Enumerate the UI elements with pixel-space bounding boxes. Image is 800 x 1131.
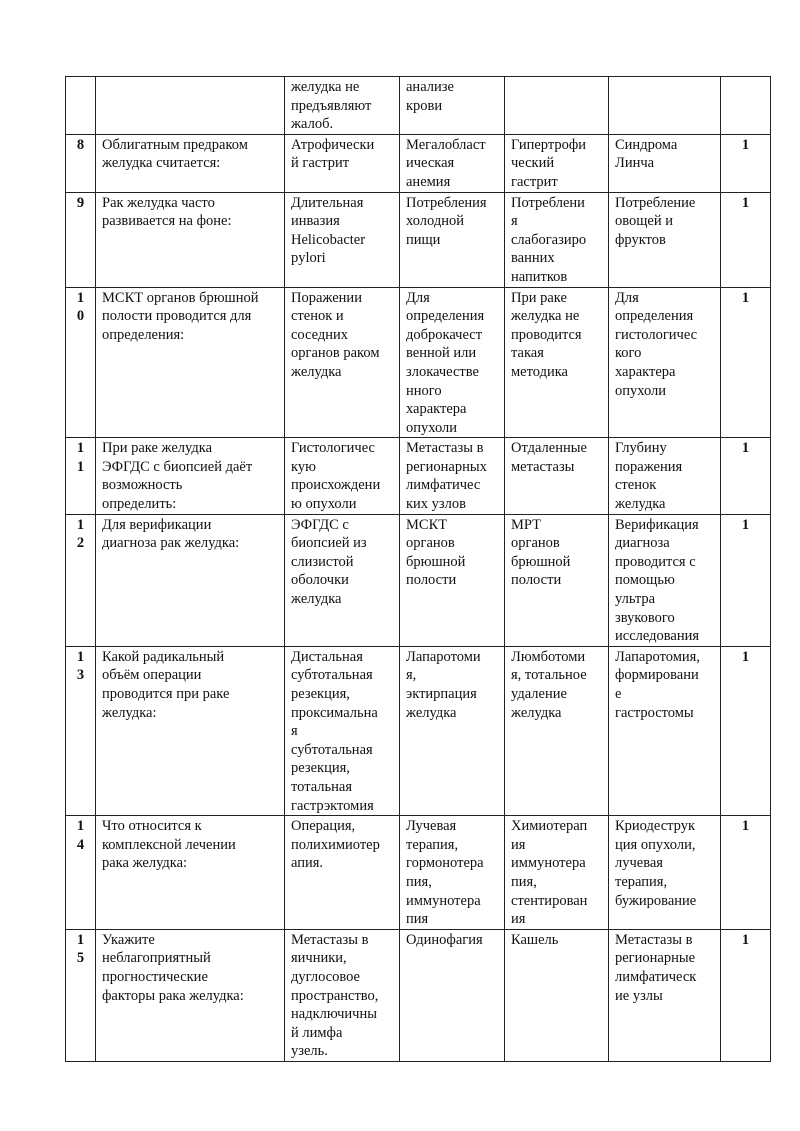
question-text-text: Рак желудка часто развивается на фоне:: [102, 194, 232, 230]
question-number-text: 1 0: [76, 289, 85, 325]
answer-option: [505, 287, 609, 438]
answer-option-text: Дистальная субтотальная резекция, проксимальна я субтотальная резекция, тотальная гастрэктомия: [291, 648, 378, 814]
question-text-text: МСКТ органов брюшной полости проводится для определения:: [102, 289, 259, 343]
answer-option-text: ЭФГДС с биопсией из слизистой оболочки желудка: [291, 516, 367, 608]
answer-option-text: Лучевая терапия, гормонотера пия, иммунотера пия: [406, 818, 484, 928]
table-row: [66, 929, 771, 1061]
score-cell: [721, 929, 771, 1061]
table-row: [66, 192, 771, 287]
score-cell: [721, 438, 771, 514]
score-cell: [721, 816, 771, 930]
answer-option: [400, 929, 505, 1061]
question-number: [66, 438, 96, 514]
answer-option-text: МСКТ органов брюшной полости: [406, 516, 466, 589]
table-row: [66, 816, 771, 930]
table-row: [66, 134, 771, 192]
answer-option: [285, 514, 400, 646]
answer-option: [285, 646, 400, 815]
answer-option-text: Метастазы в яичники, дуглосовое пространство, надключичны й лимфа узель.: [291, 931, 379, 1060]
answer-option: [285, 438, 400, 514]
answer-option-text: Лапаротомия, формировани е гастростомы: [615, 648, 700, 721]
question-text-text: Для верификации диагноза рак желудка:: [102, 516, 240, 552]
question-number: [66, 287, 96, 438]
answer-option-text: Поражении стенок и соседних органов раком желудка: [291, 289, 380, 380]
answer-option: [609, 192, 721, 287]
question-number-text: 8: [76, 136, 85, 153]
answer-option: [400, 646, 505, 815]
table-row: [66, 77, 771, 135]
answer-option-text: Потребления холодной пищи: [406, 194, 487, 248]
answer-option: [609, 929, 721, 1061]
score-cell-text: 1: [741, 648, 750, 665]
score-cell: [721, 192, 771, 287]
question-number: [66, 929, 96, 1061]
question-text-text: Укажите неблагоприятный прогностические факторы рака желудка:: [102, 931, 244, 1004]
answer-option-text: Гипертрофи ческий гастрит: [511, 136, 587, 190]
question-number-text: 1 1: [76, 440, 85, 475]
answer-option: [505, 134, 609, 192]
question-number: [66, 134, 96, 192]
question-text: [96, 929, 285, 1061]
question-number: [66, 646, 96, 815]
answer-option: [505, 816, 609, 930]
answer-option: [609, 134, 721, 192]
question-text: [96, 134, 285, 192]
answer-option: [505, 929, 609, 1061]
answer-option-text: Верификация диагноза проводится с помощью ультра звукового исследования: [615, 516, 700, 645]
score-cell: [721, 77, 771, 135]
answer-option: [609, 816, 721, 930]
score-cell-text: 1: [741, 136, 750, 153]
table-row: [66, 438, 771, 514]
answer-option-text: анализе крови: [406, 79, 454, 114]
score-cell: [721, 134, 771, 192]
answer-option-text: МРТ органов брюшной полости: [511, 516, 571, 589]
table-row: [66, 514, 771, 646]
answer-option-text: Метастазы в регионарные лимфатическ ие узлы: [615, 931, 697, 1004]
question-number-text: 1 5: [76, 931, 85, 967]
question-text-text: Что относится к комплексной лечении рака желудка:: [102, 818, 236, 872]
answer-option-text: Для определения доброкачест венной или злокачестве нного характера опухоли: [406, 289, 485, 436]
answer-option: [400, 134, 505, 192]
answer-option: [285, 77, 400, 135]
score-cell: [721, 514, 771, 646]
answer-option: [400, 438, 505, 514]
answer-option: [505, 192, 609, 287]
answer-option: [400, 192, 505, 287]
question-text: [96, 287, 285, 438]
answer-option-text: Криодеструк ция опухоли, лучевая терапия, бужирование: [615, 818, 697, 909]
answer-option: [285, 134, 400, 192]
answer-option: [400, 816, 505, 930]
answer-option-text: Мегалобласт ическая анемия: [406, 136, 486, 190]
answer-option: [400, 287, 505, 438]
question-text: [96, 192, 285, 287]
answer-option-text: желудка не предъявляют жалоб.: [291, 79, 372, 133]
answer-option-text: Длительная инвазия Helicobacter pylori: [291, 194, 366, 267]
question-text: [96, 646, 285, 815]
answer-option-text: Одинофагия: [406, 931, 483, 948]
question-number: [66, 77, 96, 135]
answer-option-text: Синдрома Линча: [615, 136, 678, 172]
question-number: [66, 192, 96, 287]
score-cell-text: 1: [741, 516, 750, 533]
score-cell-text: 1: [741, 440, 750, 457]
question-number-text: 1 2: [76, 516, 85, 552]
table-row: [66, 287, 771, 438]
answer-option-text: Потреблени я слабогазиро ванних напитков: [511, 194, 587, 285]
answer-option-text: Кашель: [511, 931, 559, 948]
question-text-text: При раке желудка ЭФГДС с биопсией даёт возможность определить:: [102, 440, 253, 513]
answer-option: [609, 77, 721, 135]
answer-option: [609, 514, 721, 646]
answer-option-text: Для определения гистологичес кого характера опухоли: [615, 289, 698, 399]
question-number-text: 9: [76, 194, 85, 211]
score-cell: [721, 646, 771, 815]
answer-option: [609, 438, 721, 514]
answer-option: [285, 287, 400, 438]
answer-option-text: При раке желудка не проводится такая методика: [511, 289, 582, 380]
answer-option: [609, 287, 721, 438]
answer-option: [505, 514, 609, 646]
score-cell-text: 1: [741, 818, 750, 835]
question-number: [66, 514, 96, 646]
score-cell-text: 1: [741, 194, 750, 211]
answer-option-text: Потребление овощей и фруктов: [615, 194, 696, 248]
score-cell: [721, 287, 771, 438]
score-cell-text: 1: [741, 931, 750, 948]
answer-option-text: Атрофически й гастрит: [291, 136, 375, 172]
test-questions-table: [65, 76, 771, 1062]
question-number-text: 1 4: [76, 818, 85, 853]
score-cell-text: 1: [741, 289, 750, 306]
answer-option: [400, 514, 505, 646]
answer-option: [400, 77, 505, 135]
answer-option: [505, 438, 609, 514]
question-text: [96, 77, 285, 135]
answer-option: [505, 646, 609, 815]
question-text: [96, 438, 285, 514]
answer-option-text: Операция, полихимиотер апия.: [291, 818, 380, 872]
answer-option-text: Метастазы в регионарных лимфатичес ких узлов: [406, 440, 487, 513]
answer-option: [285, 816, 400, 930]
question-text-text: Облигатным предраком желудка считается:: [102, 136, 248, 172]
answer-option: [505, 77, 609, 135]
table-row: [66, 646, 771, 815]
question-text-text: Какой радикальный объём операции проводится при раке желудка:: [102, 648, 230, 721]
question-text: [96, 514, 285, 646]
answer-option-text: Гистологичес кую происхождени ю опухоли: [291, 440, 381, 513]
answer-option-text: Химиотерап ия иммунотера пия, стентирован ия: [511, 818, 588, 928]
answer-option-text: Люмботоми я, тотальное удаление желудка: [511, 648, 587, 721]
question-text: [96, 816, 285, 930]
answer-option: [285, 929, 400, 1061]
question-number: [66, 816, 96, 930]
question-number-text: 1 3: [76, 648, 85, 684]
answer-option: [285, 192, 400, 287]
answer-option: [609, 646, 721, 815]
answer-option-text: Глубину поражения стенок желудка: [615, 440, 683, 513]
answer-option-text: Отдаленные метастазы: [511, 440, 587, 475]
answer-option-text: Лапаротоми я, эктирпация желудка: [406, 648, 481, 721]
